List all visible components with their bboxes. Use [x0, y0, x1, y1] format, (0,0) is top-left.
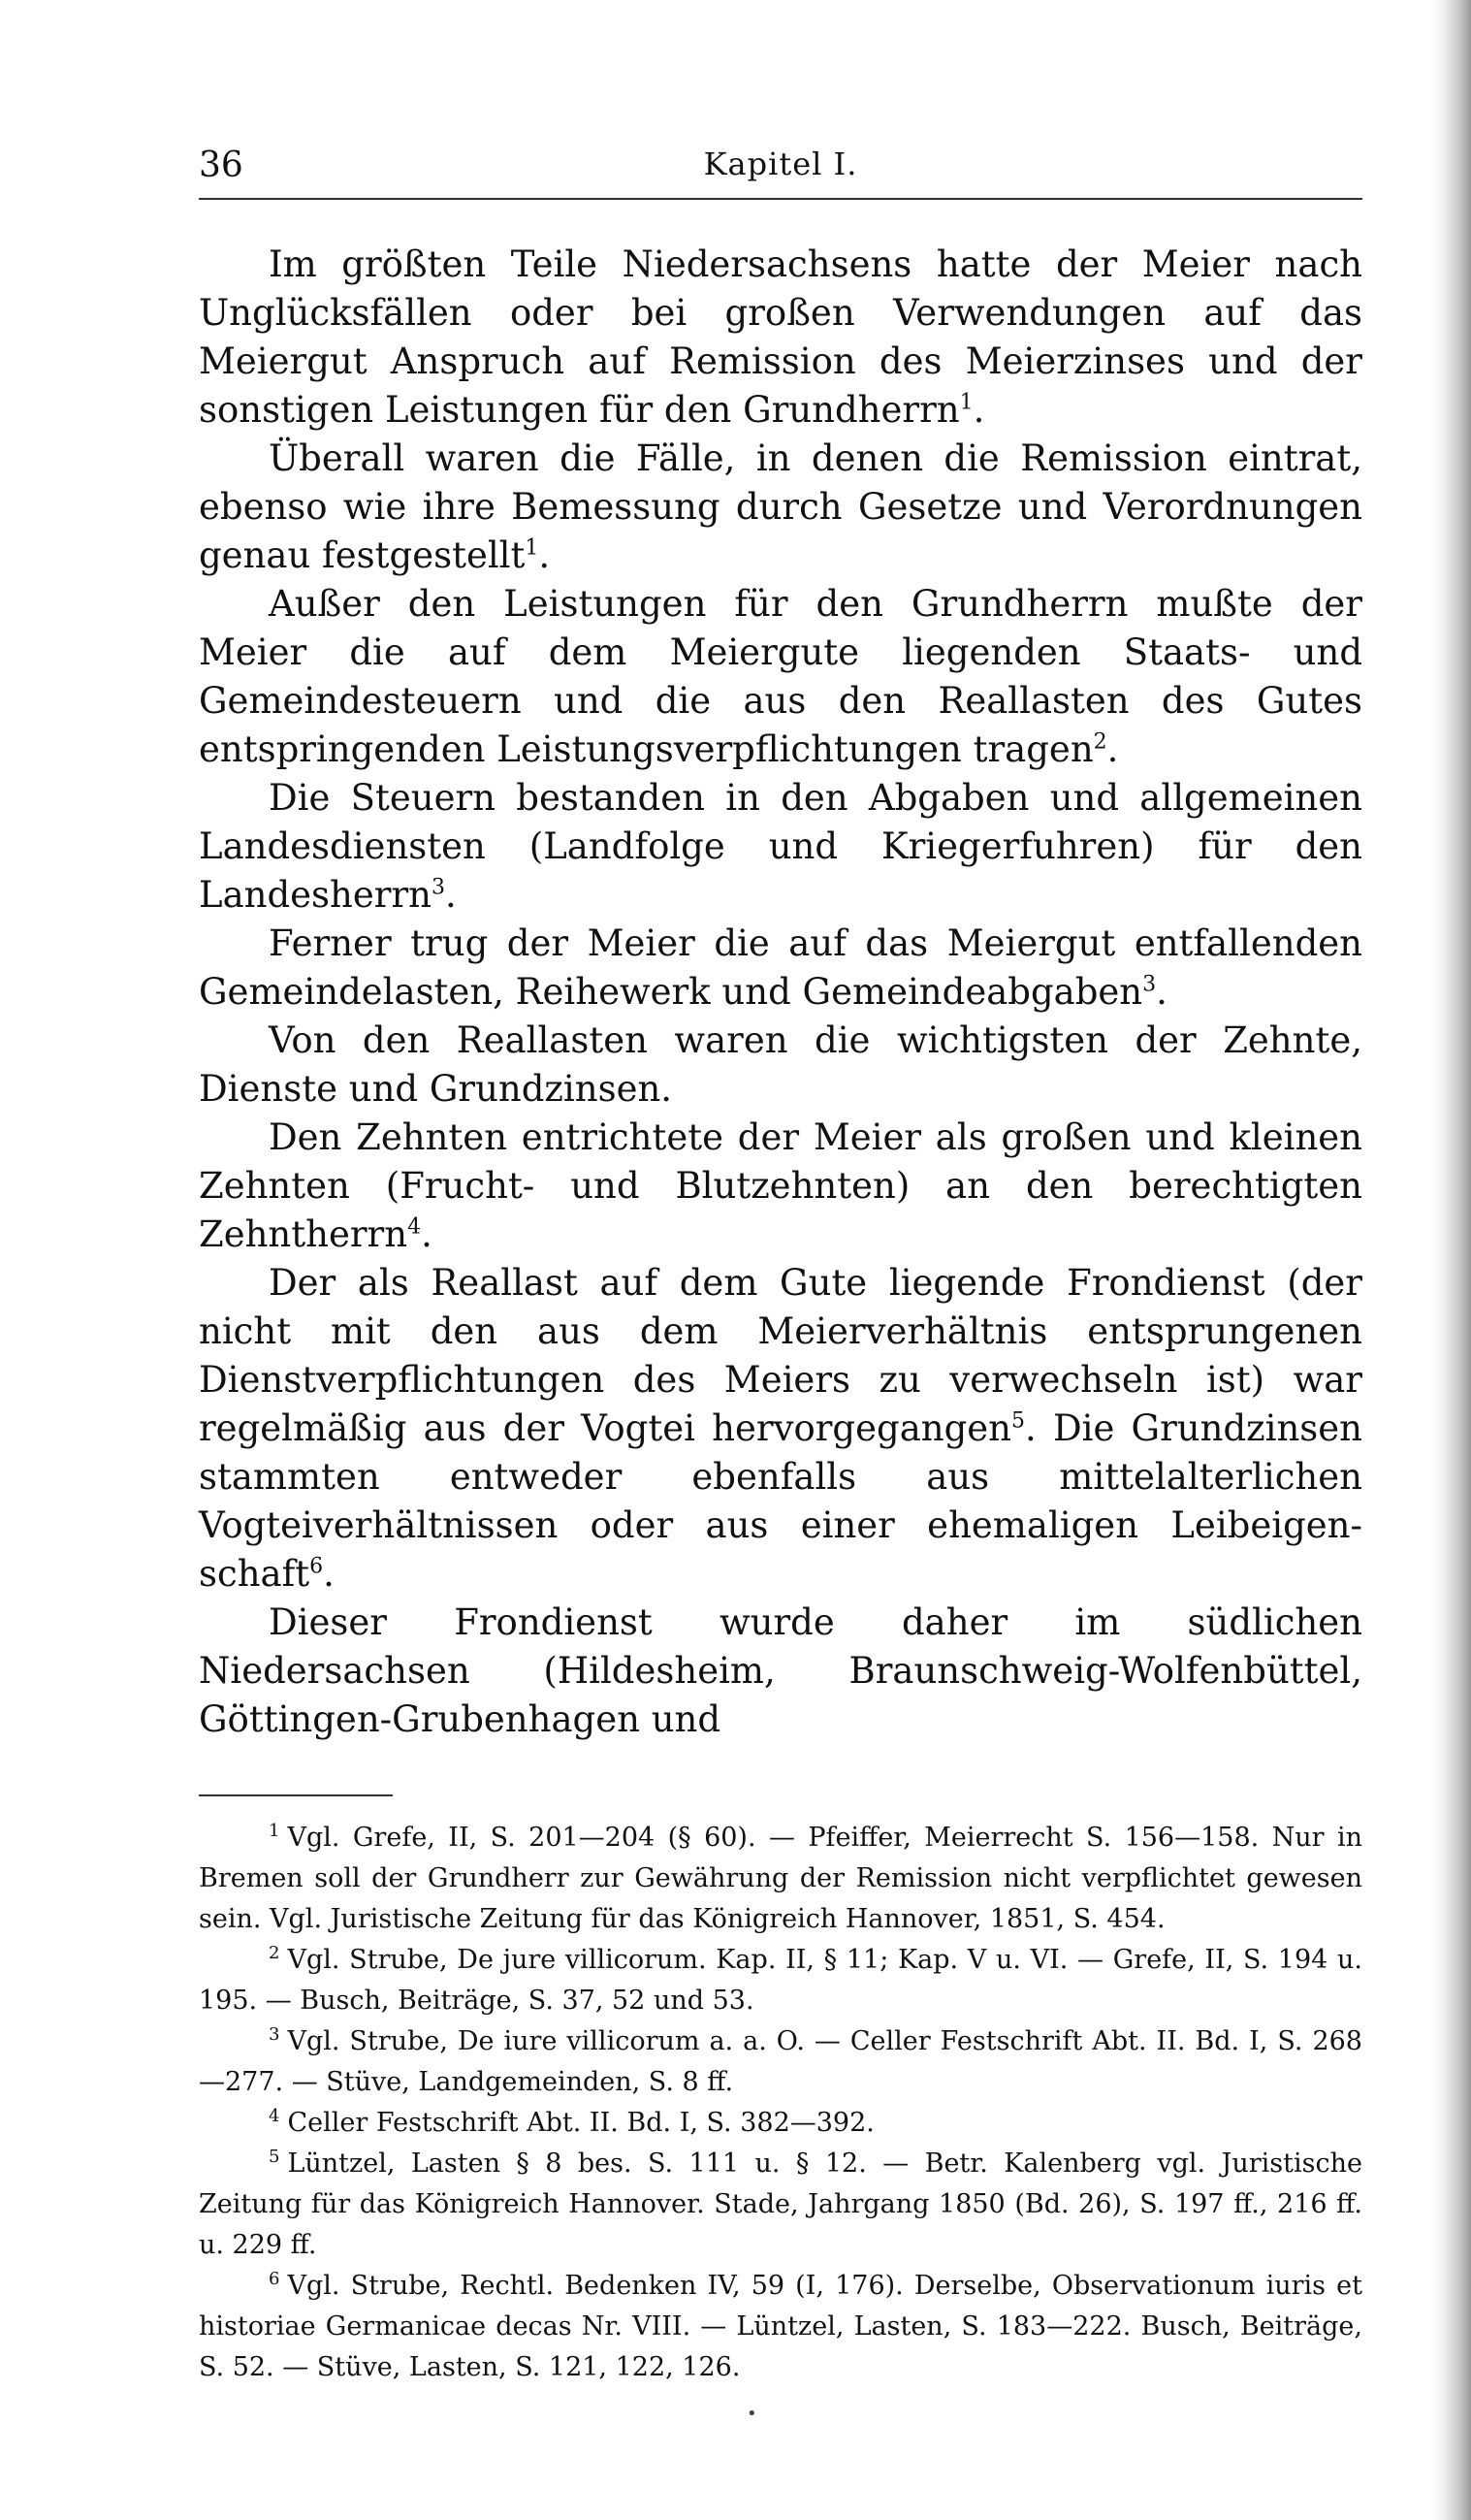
footnote-ref: 3: [1142, 972, 1157, 997]
page-header: [199, 145, 1362, 204]
paragraph: Außer den Leistungen für den Grundherrn mußte der Meier die auf dem Meiergute liegenden Staats- und Gemeindesteuern und die aus den Reallasten des Gutes entspringenden Leistungsverpflichtungen tragen$^2$.: [199, 583, 1362, 770]
body-text: [199, 241, 1362, 1744]
footnote-mark: 4: [269, 2106, 280, 2126]
footnote-mark: 6: [269, 2269, 280, 2289]
paragraph: Der als Reallast auf dem Gute liegende Frondienst (der nicht mit den aus dem Meierverhältnis entsprungenen Dienstverpflichtungen des Meiers zu verwechseln ist) war regelmäßig aus der Vogtei hervorgegangen$^5$. Die Grundzinsen stammten entweder ebenfalls aus mittelalterlichen Vogteiverhältnissen oder aus einer ehemaligen Leibeigenschaft$^6$.: [199, 1262, 1363, 1595]
paragraph: Die Steuern bestanden in den Abgaben und allgemeinen Landesdiensten (Landfolge und Kriegerfuhren) für den Landesherrn$^3$.: [199, 777, 1362, 916]
paragraph: Im größten Teile Niedersachsens hatte der Meier nach Unglücksfällen oder bei großen Verwendungen auf das Meiergut Anspruch auf Remission des Meierzinses und der sonstigen Leistungen für den Grundherrn$^1$.: [199, 243, 1362, 431]
footnote-ref: 1: [525, 535, 539, 561]
page-edge-shadow: [1430, 0, 1471, 2520]
page-number: 36: [199, 145, 243, 185]
footnote-ref: 2: [1093, 729, 1107, 755]
footnote: $^4$ Celler Festschrift Abt. II. Bd. I, S. 382—392.: [269, 2106, 875, 2138]
footnote: $^6$ Vgl. Strube, Rechtl. Bedenken IV, 59 (I, 176). Derselbe, Observationum iuris et historiae Germanicae decas Nr. VIII. — Lüntzel, Lasten, S. 183—222. Busch, Beiträge, S. 52. — Stüve, Lasten, S. 121, 122, 126.: [199, 2269, 1362, 2382]
header-rule: [199, 198, 1362, 200]
footnote-ref: 1: [959, 390, 974, 415]
page: [199, 145, 1362, 2388]
paragraph: Von den Reallasten waren die wichtigsten der Zehnte, Dienste und Grundzinsen.: [199, 1019, 1362, 1110]
footnote-ref: 4: [407, 1214, 422, 1240]
footnote-ref: 5: [1011, 1408, 1026, 1434]
paragraph: Ferner trug der Meier die auf das Meiergut entfallenden Gemeindelasten, Reihewerk und Gemeindeabgaben$^3$.: [199, 922, 1362, 1013]
running-head: Kapitel I.: [703, 145, 858, 182]
footnote: $^5$ Lüntzel, Lasten § 8 bes. S. 111 u. § 12. — Betr. Kalenberg vgl. Juristische Zeitung für das Königreich Hannover. Stade, Jahrgang 1850 (Bd. 26), S. 197 ff., 216 ff. u. 229 ff.: [199, 2147, 1362, 2260]
paragraph: Den Zehnten entrichtete der Meier als großen und kleinen Zehnten (Frucht- und Blutzehnten) an den berechtigten Zehntherrn$^4$.: [199, 1116, 1362, 1255]
footnote: $^3$ Vgl. Strube, De iure villicorum a. a. O. — Celler Festschrift Abt. II. Bd. I, S. 268—277. — Stüve, Landgemeinden, S. 8 ff.: [199, 2024, 1362, 2097]
footnote-ref: 6: [309, 1554, 324, 1579]
paragraph: Dieser Frondienst wurde daher im südlichen Niedersachsen (Hildesheim, Braunschweig-Wolfenbüttel, Göttingen-Grubenhagen und: [199, 1601, 1362, 1740]
footnote: $^2$ Vgl. Strube, De jure villicorum. Kap. II, § 11; Kap. V u. VI. — Grefe, II, S. 194 u. 195. — Busch, Beiträge, S. 37, 52 und 53.: [199, 1943, 1362, 2016]
footnote-mark: 5: [269, 2147, 280, 2167]
bottom-mark: •: [747, 2404, 757, 2424]
footnote-mark: 2: [269, 1943, 280, 1963]
footnote: $^1$ Vgl. Grefe, II, S. 201—204 (§ 60). — Pfeiffer, Meierrecht S. 156—158. Nur in Bremen soll der Grundherr zur Gewährung der Remission nicht verpflichtet gewesen sein. Vgl. Juristische Zeitung für das Königreich Hannover, 1851, S. 454.: [199, 1821, 1362, 1934]
footnote-mark: 3: [269, 2024, 280, 2045]
footnote-ref: 3: [431, 875, 445, 900]
footnotes: [199, 1818, 1362, 2388]
footnote-rule: [199, 1794, 393, 1796]
footnote-mark: 1: [269, 1821, 280, 1841]
paragraph: Überall waren die Fälle, in denen die Remission eintrat, ebenso wie ihre Bemessung durch Gesetze und Verordnungen genau festgestellt$^1$.: [199, 437, 1362, 576]
